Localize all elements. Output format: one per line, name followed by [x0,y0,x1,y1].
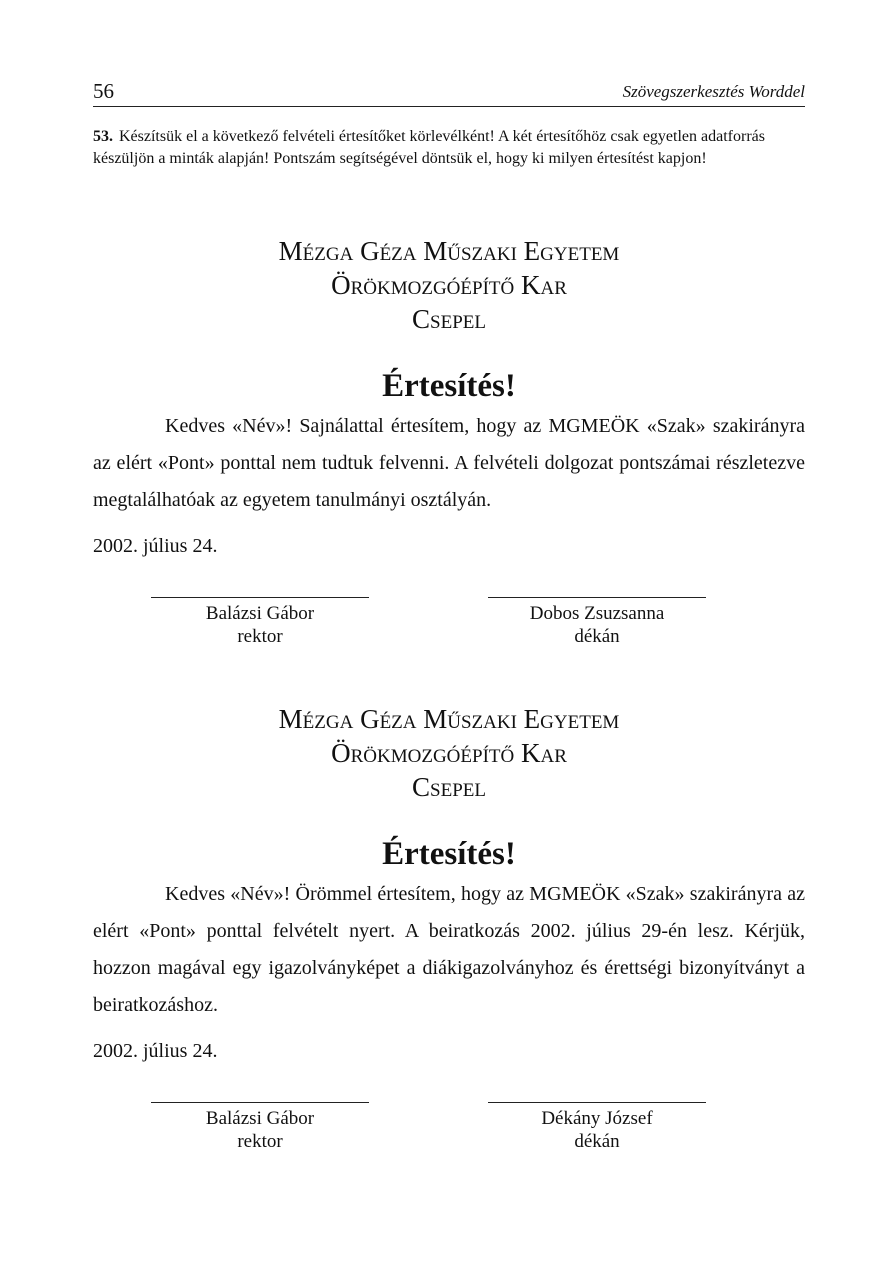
signer-name: Balázsi Gábor [205,1108,315,1129]
signature-dean [488,597,706,648]
faculty-name: Örökmozgóépítő Kar [331,738,567,768]
running-header [93,78,805,107]
signer-name: Dékány József [541,1108,653,1129]
notice-body: Kedves «Név»! Örömmel értesítem, hogy az MGMEÖK «Szak» szakirányra az elért «Pont» ponttal felvételt nyert. A beiratkozás 2002. július 29-én lesz. Kérjük, hozzon magával egy igazolványképet a diákigazolványhoz és érettségi bizonyítványt a beiratkozáshoz. [93,883,805,1016]
signer-name: Dobos Zsuzsanna [529,603,665,624]
letter-date: 2002. július 24. [93,535,218,557]
signature-block [93,597,805,667]
institution-name: Mézga Géza Műszaki Egyetem [278,704,620,734]
signature-block [93,1102,805,1172]
faculty-name: Örökmozgóépítő Kar [331,270,567,300]
exercise-text [93,126,805,170]
signer-name: Balázsi Gábor [205,603,315,624]
signer-role: dékán [574,626,620,647]
signer-role: rektor [237,1131,283,1152]
notice-title: Értesítés! [382,836,516,872]
institution-location: Csepel [412,304,486,334]
letter-date: 2002. július 24. [93,1040,218,1062]
notice-body: Kedves «Név»! Sajnálattal értesítem, hogy az MGMEÖK «Szak» szakirányra az elért «Pont» ponttal nem tudtuk felvenni. A felvételi dolgozat pontszámai részletezve megtalálhatóak az egyetem tanulmányi osztályán. [93,415,805,511]
signature-rector [151,1102,369,1153]
signer-role: rektor [237,626,283,647]
signature-rector [151,597,369,648]
signature-dean [488,1102,706,1153]
institution-name: Mézga Géza Műszaki Egyetem [278,236,620,266]
rejection-letter [93,234,805,667]
running-title: Szövegszerkesztés Worddel [622,82,805,101]
exercise-number: 53. [93,128,113,145]
institution-location: Csepel [412,772,486,802]
notice-title: Értesítés! [382,368,516,404]
exercise-instructions: Készítsük el a következő felvételi értesítőket körlevélként! A két értesítőhöz csak egyetlen adatforrás készüljön a minták alapján! Pontszám segítségével döntsük el, hogy ki milyen értesítést kapjon! [93,128,765,167]
acceptance-letter [93,702,805,1172]
page-number: 56 [93,79,114,103]
signer-role: dékán [574,1131,620,1152]
